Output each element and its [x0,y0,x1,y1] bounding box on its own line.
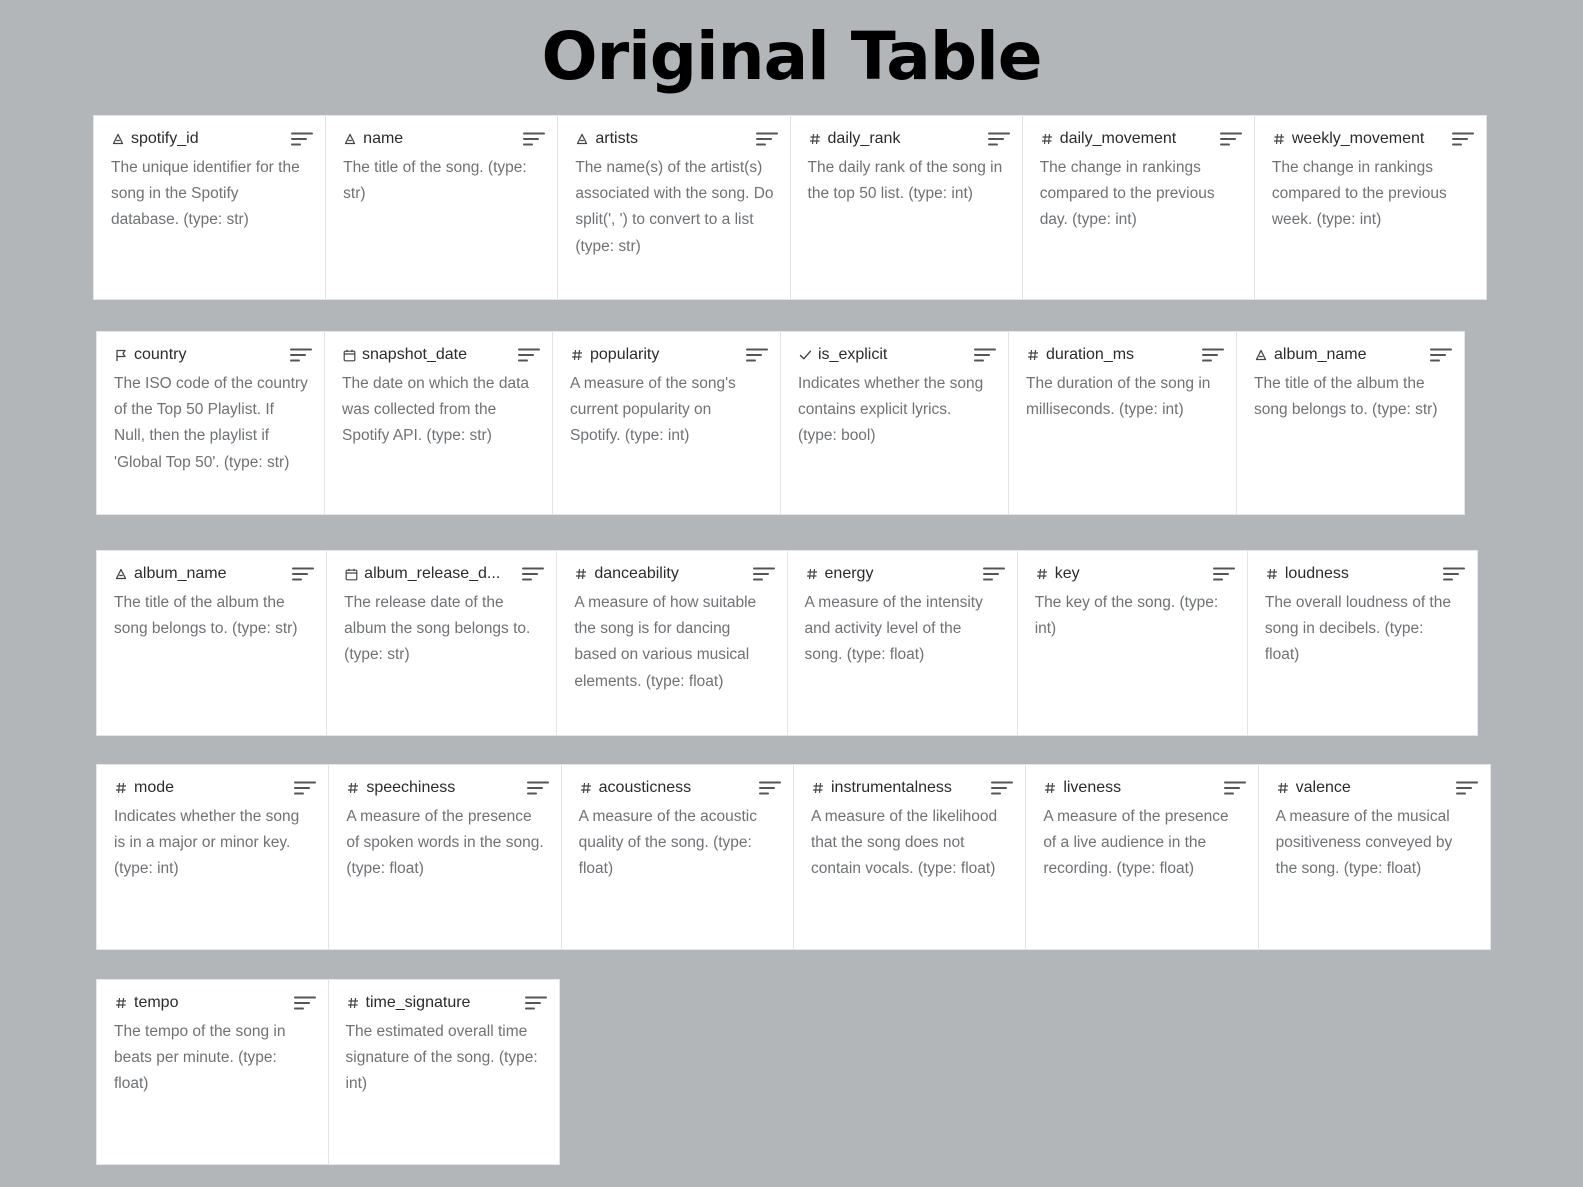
number-type-icon [346,996,360,1010]
column-description: The tempo of the song in beats per minute. (type: float) [114,1023,286,1093]
page-title: Original Table [541,18,1042,95]
column-menu-icon[interactable] [522,566,544,582]
column-menu-icon[interactable] [988,131,1010,147]
column-card [1237,332,1464,514]
column-header[interactable] [808,128,1010,150]
text-type-icon [111,132,125,146]
column-header[interactable] [570,344,768,366]
column-name: loudness [1284,565,1349,582]
column-card [327,551,557,735]
column-name: name [363,130,404,147]
column-card [557,551,787,735]
column-menu-icon[interactable] [1224,780,1246,796]
number-type-icon [1040,132,1054,146]
column-description: The key of the song. (type: int) [1034,594,1219,638]
column-description: The unique identifier for the song in the Spotify database. (type: str) [111,159,300,229]
column-card [94,116,326,299]
column-header[interactable] [1043,777,1245,799]
column-description: The date on which the data was collected from the Spotify API. (type: str) [342,375,529,445]
column-menu-icon[interactable] [291,131,313,147]
table-section-1 [94,116,1486,299]
column-card [553,332,781,514]
column-description: A measure of the presence of spoken words in the song. (type: float) [346,808,544,878]
column-name: spotify_id [131,130,199,147]
number-type-icon [808,132,822,146]
column-card [329,980,560,1164]
column-header[interactable] [1276,777,1478,799]
column-header[interactable] [811,777,1013,799]
column-menu-icon[interactable] [746,347,768,363]
column-menu-icon[interactable] [294,995,316,1011]
number-type-icon [114,996,128,1010]
column-header[interactable] [805,563,1005,585]
text-type-icon [343,132,357,146]
column-card [325,332,553,514]
column-header[interactable] [342,344,540,366]
column-name: country [134,346,187,363]
number-type-icon [574,567,588,581]
column-description: The duration of the song in milliseconds. (type: int) [1026,375,1211,419]
column-card [329,765,561,949]
column-description: Indicates whether the song contains explicit lyrics. (type: bool) [798,375,984,445]
column-menu-icon[interactable] [759,780,781,796]
number-type-icon [346,781,360,795]
column-card [1018,551,1248,735]
column-name: acousticness [598,779,692,796]
column-card [97,551,327,735]
column-name: duration_ms [1046,346,1135,363]
column-card [781,332,1009,514]
column-description: The daily rank of the song in the top 50 list. (type: int) [807,159,1003,203]
column-description: The overall loudness of the song in decibels. (type: float) [1264,594,1451,664]
column-menu-icon[interactable] [1456,780,1478,796]
column-name: valence [1295,779,1351,796]
column-name: artists [595,130,639,147]
column-name: energy [824,565,874,582]
column-header[interactable] [114,563,314,585]
column-header[interactable] [344,563,544,585]
column-header[interactable] [1040,128,1242,150]
table-section-5 [97,980,559,1164]
column-name: weekly_movement [1291,130,1425,147]
number-type-icon [1026,348,1040,362]
column-name: instrumentalness [830,779,952,796]
column-card [97,332,325,514]
column-menu-icon[interactable] [525,995,547,1011]
column-name: popularity [590,346,660,363]
column-name: daily_movement [1059,130,1177,147]
column-description: A measure of how suitable the song is for dancing based on various musical elements. (type: float) [574,594,757,690]
number-type-icon [570,348,584,362]
column-card [794,765,1026,949]
column-menu-icon[interactable] [1452,131,1474,147]
column-header[interactable] [575,128,777,150]
column-card [562,765,794,949]
column-name: snapshot_date [362,346,467,363]
column-menu-icon[interactable] [1202,347,1224,363]
column-description: A measure of the acoustic quality of the song. (type: float) [578,808,758,878]
column-description: A measure of the intensity and activity level of the song. (type: float) [804,594,983,664]
column-description: The estimated overall time signature of the song. (type: int) [345,1023,538,1093]
column-card [558,116,790,299]
calendar-type-icon [342,348,356,362]
column-menu-icon[interactable] [1443,566,1465,582]
column-header[interactable] [798,344,996,366]
column-name: album_release_d... [364,565,501,582]
column-card [1023,116,1255,299]
column-card [326,116,558,299]
number-type-icon [1272,132,1286,146]
column-header[interactable] [114,344,312,366]
column-header[interactable] [1265,563,1465,585]
column-menu-icon[interactable] [518,347,540,363]
column-header[interactable] [111,128,313,150]
column-description: The release date of the album the song belongs to. (type: str) [344,594,531,664]
flag-type-icon [114,348,128,362]
column-card [97,765,329,949]
number-type-icon [1276,781,1290,795]
text-type-icon [575,132,589,146]
column-menu-icon[interactable] [753,566,775,582]
column-description: The change in rankings compared to the previous day. (type: int) [1039,159,1215,229]
column-header[interactable] [1026,344,1224,366]
column-name: tempo [134,994,179,1011]
number-type-icon [114,781,128,795]
number-type-icon [1265,567,1279,581]
text-type-icon [114,567,128,581]
calendar-type-icon [344,567,358,581]
column-description: The title of the album the song belongs to. (type: str) [1254,375,1438,419]
column-header[interactable] [1272,128,1474,150]
column-name: is_explicit [818,346,888,363]
column-header[interactable] [114,992,316,1014]
column-name: danceability [594,565,679,582]
number-type-icon [579,781,593,795]
table-section-4 [97,765,1490,949]
column-menu-icon[interactable] [1213,566,1235,582]
column-menu-icon[interactable] [974,347,996,363]
column-menu-icon[interactable] [527,780,549,796]
column-name: time_signature [365,994,471,1011]
column-header[interactable] [346,992,548,1014]
checkmark-type-icon [798,348,812,362]
column-card [1009,332,1237,514]
column-description: A measure of the presence of a live audience in the recording. (type: float) [1043,808,1229,878]
column-menu-icon[interactable] [290,347,312,363]
column-description: The name(s) of the artist(s) associated with the song. Do split(', ') to convert to a list (type: str) [575,159,774,255]
column-description: The title of the album the song belongs to. (type: str) [114,594,298,638]
table-section-2 [97,332,1464,514]
column-header[interactable] [346,777,548,799]
table-section-3 [97,551,1477,735]
column-menu-icon[interactable] [292,566,314,582]
column-name: album_name [134,565,227,582]
column-description: The change in rankings compared to the previous week. (type: int) [1271,159,1447,229]
column-card [1255,116,1486,299]
column-name: liveness [1063,779,1122,796]
column-card [1248,551,1477,735]
text-type-icon [1254,348,1268,362]
column-menu-icon[interactable] [991,780,1013,796]
column-header[interactable] [114,777,316,799]
column-header[interactable] [343,128,545,150]
column-name: speechiness [366,779,456,796]
column-card [1026,765,1258,949]
column-card [788,551,1018,735]
column-card [1259,765,1490,949]
column-header[interactable] [1254,344,1452,366]
number-type-icon [1035,567,1049,581]
column-menu-icon[interactable] [523,131,545,147]
column-card [97,980,329,1164]
column-description: The title of the song. (type: str) [343,159,527,203]
column-name: album_name [1274,346,1367,363]
number-type-icon [1043,781,1057,795]
column-description: Indicates whether the song is in a major or minor key. (type: int) [114,808,300,878]
column-header[interactable] [1035,563,1235,585]
column-description: A measure of the likelihood that the song does not contain vocals. (type: float) [810,808,998,878]
column-menu-icon[interactable] [1220,131,1242,147]
column-menu-icon[interactable] [1430,347,1452,363]
number-type-icon [805,567,819,581]
column-card [791,116,1023,299]
column-header[interactable] [574,563,774,585]
column-description: The ISO code of the country of the Top 50 Playlist. If Null, then the playlist if 'Global Top 50'. (type: str) [114,375,308,471]
column-menu-icon[interactable] [983,566,1005,582]
column-name: daily_rank [827,130,901,147]
column-description: A measure of the song's current popularity on Spotify. (type: int) [570,375,736,445]
column-header[interactable] [579,777,781,799]
number-type-icon [811,781,825,795]
column-name: mode [134,779,175,796]
column-menu-icon[interactable] [756,131,778,147]
column-description: A measure of the musical positiveness conveyed by the song. (type: float) [1275,808,1453,878]
column-name: key [1054,565,1080,582]
column-menu-icon[interactable] [294,780,316,796]
